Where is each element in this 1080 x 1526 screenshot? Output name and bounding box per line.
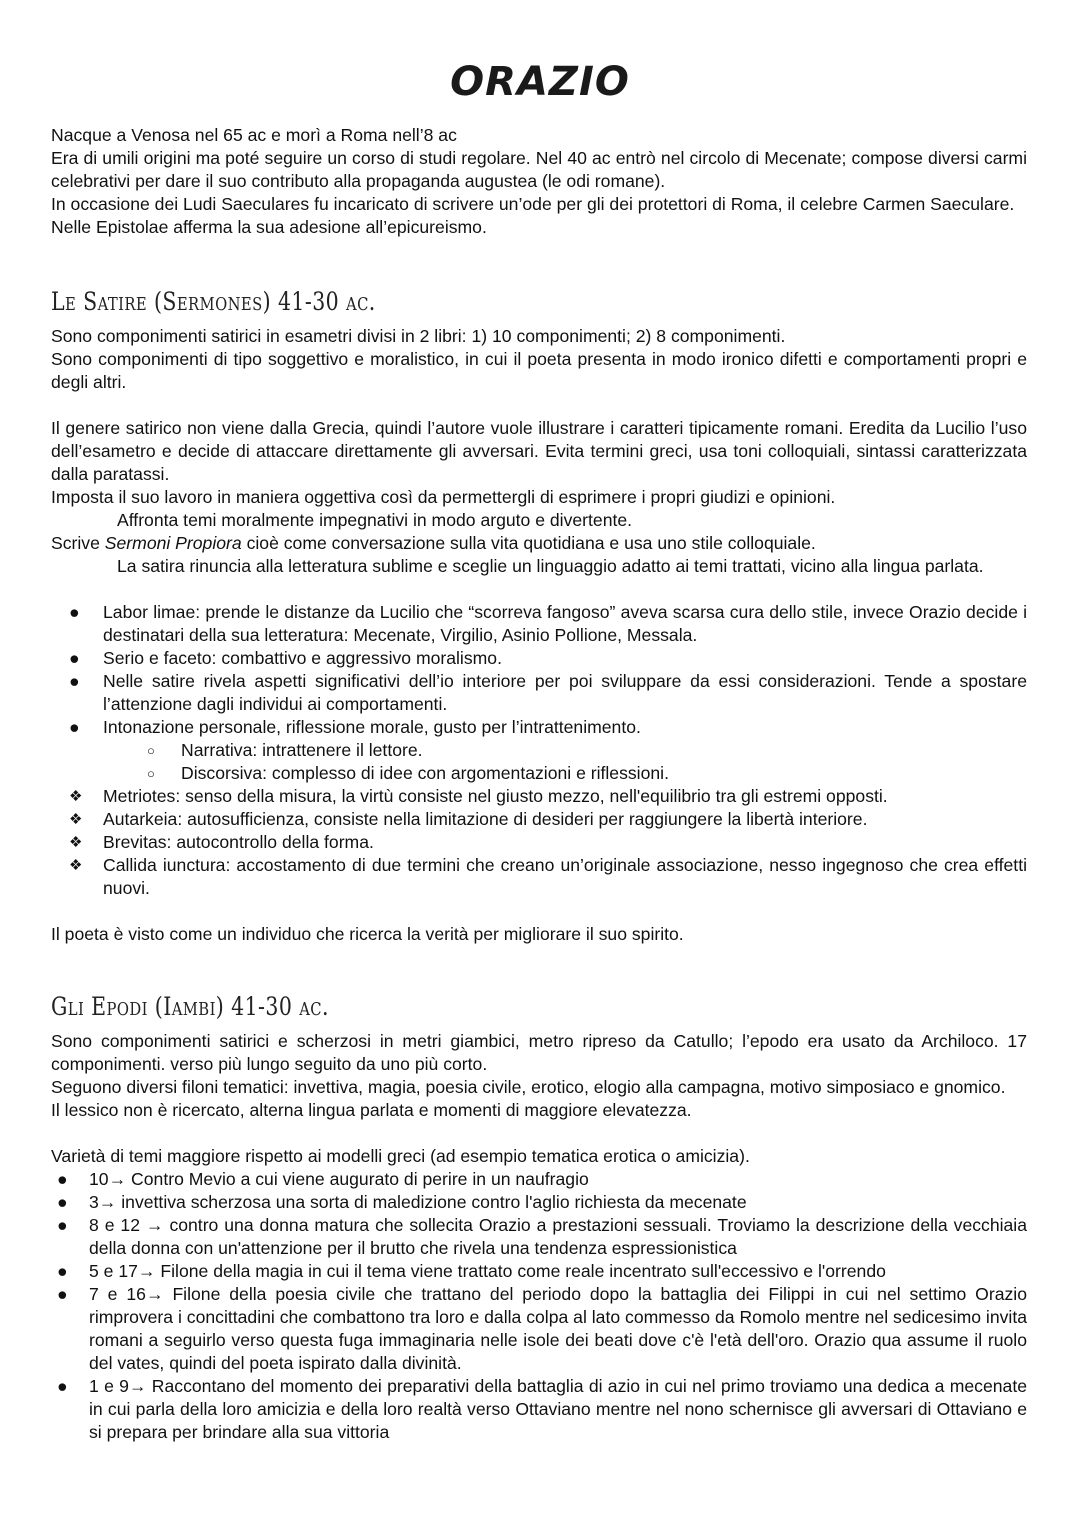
list-item: ● 10→ Contro Mevio a cui viene augurato di perire in un naufragio bbox=[57, 1169, 589, 1189]
intro-section bbox=[51, 124, 1027, 239]
epodi-body bbox=[51, 1030, 1027, 1444]
sub-list-item: ○ Narrativa: intrattenere il lettore. bbox=[147, 740, 423, 760]
paragraph: Sono componimenti di tipo soggettivo e moralistico, in cui il poeta presenta in modo ironico difetti e comportamenti propri e degli altri. bbox=[51, 349, 1027, 392]
list-item: ❖ Brevitas: autocontrollo della forma. bbox=[69, 832, 374, 852]
paragraph: Seguono diversi filoni tematici: invettiva, magia, poesia civile, erotico, elogio alla campagna, motivo simposiaco e gnomico. bbox=[51, 1077, 1006, 1097]
paragraph: Il poeta è visto come un individuo che ricerca la verità per migliorare il suo spirito. bbox=[51, 924, 684, 944]
sub-list-item: ○ Discorsiva: complesso di idee con argomentazioni e riflessioni. bbox=[147, 763, 669, 783]
paragraph: Sono componimenti satirici e scherzosi in metri giambici, metro ripreso da Catullo; l’epodo era usato da Archiloco. 17 componimenti. verso più lungo seguito da uno più corto. bbox=[51, 1031, 1027, 1074]
list-item: ● 1 e 9→ Raccontano del momento dei preparativi della battaglia di azio in cui nel primo troviamo una dedica a mecenate in cui parla della loro amicizia e della loro realtà verso Ottaviano mentre nel nono schernisce gli avversari di Ottaviano e si prepara per brindare alla sua vittoria bbox=[57, 1376, 1027, 1442]
paragraph: Sono componimenti satirici in esametri divisi in 2 libri: 1) 10 componimenti; 2) 8 componimenti. bbox=[51, 326, 786, 346]
paragraph: Scrive Sermoni Propiora cioè come conversazione sulla vita quotidiana e usa uno stile colloquiale. bbox=[51, 533, 816, 553]
page-title: ORAZIO bbox=[450, 59, 630, 105]
intro-paragraph: Era di umili origini ma poté seguire un corso di studi regolare. Nel 40 ac entrò nel circolo di Mecenate; compose diversi carmi celebrativi per dare il suo contributo alla propaganda augustea (le odi romane). bbox=[51, 148, 1027, 191]
paragraph: Imposta il suo lavoro in maniera oggettiva così da permettergli di esprimere i propri giudizi e opinioni. bbox=[51, 487, 836, 507]
list-item: ● 3→ invettiva scherzosa una sorta di maledizione contro l'aglio richiesta da mecenate bbox=[57, 1192, 747, 1212]
list-item: ● Labor limae: prende le distanze da Lucilio che “scorreva fangoso” aveva scarsa cura dello stile, invece Orazio decide i destinatari della sua letteratura: Mecenate, Virgilio, Asinio Pollione, Messala. bbox=[69, 602, 1027, 645]
list-item: ❖ Callida iunctura: accostamento di due termini che creano un’originale associazione, nesso ingegnoso che crea effetti nuovi. bbox=[69, 855, 1027, 898]
list-item: ● Nelle satire rivela aspetti significativi dell’io interiore per poi sviluppare da essi considerazioni. Tende a spostare l’attenzione dagli individui ai comportamenti. bbox=[69, 671, 1027, 714]
satire-section bbox=[51, 287, 1027, 317]
epodi-heading: Gli Epodi (Iambi) 41-30 ac. bbox=[51, 992, 329, 1021]
epodi-section bbox=[51, 992, 1027, 1022]
list-item: ● Serio e faceto: combattivo e aggressivo moralismo. bbox=[69, 648, 502, 668]
list-item: ❖ Metriotes: senso della misura, la virtù consiste nel giusto mezzo, nell'equilibrio tra gli estremi opposti. bbox=[69, 786, 888, 806]
intro-paragraph: Nacque a Venosa nel 65 ac e morì a Roma nell’8 ac bbox=[51, 125, 457, 145]
list-item: ❖ Autarkeia: autosufficienza, consiste nella limitazione di desideri per raggiungere la libertà interiore. bbox=[69, 809, 868, 829]
satire-body bbox=[51, 325, 1027, 946]
epodi-bullet-list bbox=[51, 1168, 1027, 1444]
list-item: ● 5 e 17→ Filone della magia in cui il tema viene trattato come reale incentrato sull'eccessivo e l'orrendo bbox=[57, 1261, 886, 1281]
list-item: ● Intonazione personale, riflessione morale, gusto per l’intrattenimento. bbox=[69, 717, 641, 737]
paragraph: Varietà di temi maggiore rispetto ai modelli greci (ad esempio tematica erotica o amicizia). bbox=[51, 1146, 750, 1166]
list-item: ● 7 e 16→ Filone della poesia civile che trattano del periodo dopo la battaglia dei Filippi in cui nel settimo Orazio rimprovera i concittadini che combattono tra loro e dalla colpa al lato commesso da Romolo mentre nel sedicesimo invita romani a seguirlo verso questa fuga immaginaria nelle isole dei beati dove c'è l'età dell'oro. Orazio qua assume il ruolo del vates, quindi del poeta ispirato dalla divinità. bbox=[57, 1284, 1027, 1373]
emphasis: Sermoni Propiora bbox=[104, 533, 242, 553]
intro-paragraph: Nelle Epistolae afferma la sua adesione all’epicureismo. bbox=[51, 217, 487, 237]
intro-paragraph: In occasione dei Ludi Saeculares fu incaricato di scrivere un’ode per gli dei protettori di Roma, il celebre Carmen Saeculare. bbox=[51, 194, 1015, 214]
paragraph: Il lessico non è ricercato, alterna lingua parlata e momenti di maggiore elevatezza. bbox=[51, 1100, 692, 1120]
paragraph: Affronta temi moralmente impegnativi in modo arguto e divertente. bbox=[117, 510, 633, 530]
satire-bullet-list bbox=[51, 601, 1027, 900]
paragraph: Il genere satirico non viene dalla Grecia, quindi l’autore vuole illustrare i caratteri tipicamente romani. Eredita da Lucilio l’uso dell’esametro e decide di attaccare direttamente gli avversari. Evita termini greci, usa toni colloquiali, sintassi caratterizzata dalla paratassi. bbox=[51, 418, 1027, 484]
satire-heading: Le Satire (Sermones) 41-30 ac. bbox=[51, 287, 376, 316]
list-item: ● 8 e 12 → contro una donna matura che sollecita Orazio a prestazioni sessuali. Troviamo la descrizione della vecchiaia della donna con un'attenzione per il brutto che rivela una tendenza espressionistica bbox=[57, 1215, 1027, 1258]
paragraph: La satira rinuncia alla letteratura sublime e sceglie un linguaggio adatto ai temi trattati, vicino alla lingua parlata. bbox=[117, 556, 984, 576]
